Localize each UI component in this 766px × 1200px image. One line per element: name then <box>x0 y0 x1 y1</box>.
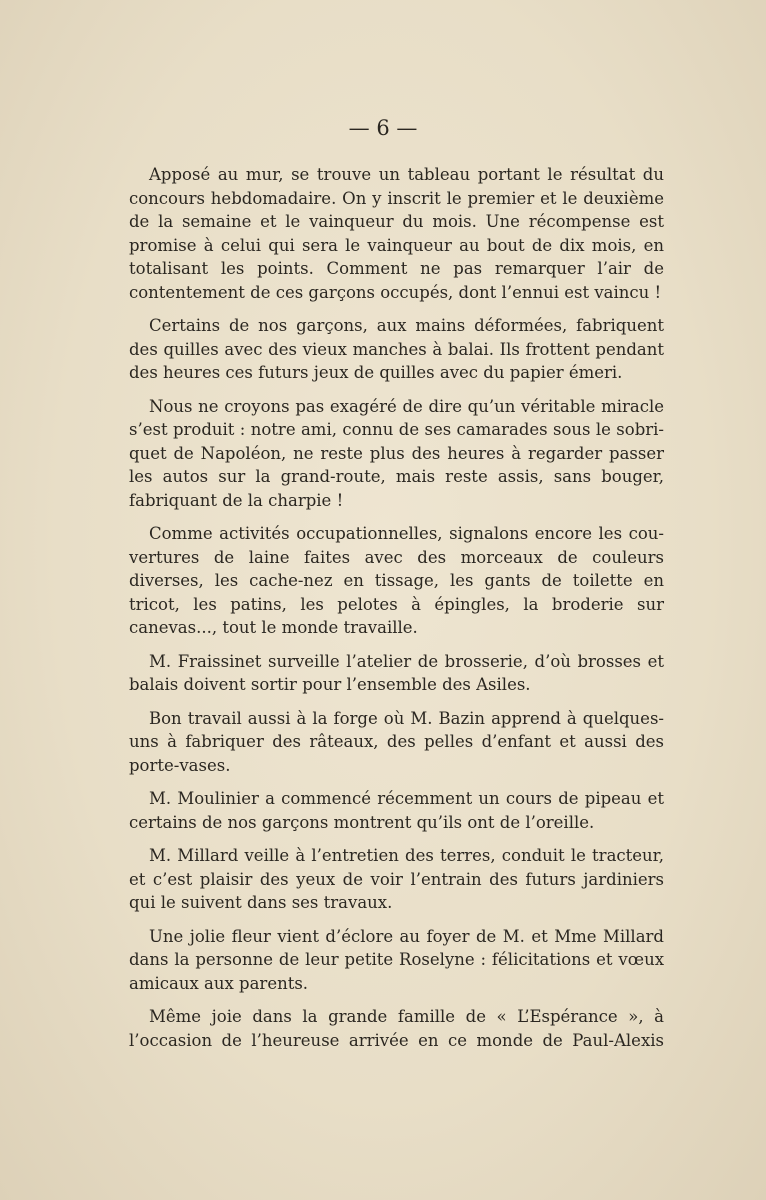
paragraph-esperance: Même joie dans la grande famille de « L’Espérance », à l’occasion de l’heureuse arrivée en ce monde de Paul-Alexis <box>129 1007 664 1050</box>
paragraph-quilles: Certains de nos garçons, aux mains déformées, fabriquent des quilles avec des vieux manches à balai. Ils frottent pendant des heures ces futurs jeux de quilles avec du papier émeri. <box>129 316 664 382</box>
paragraph-terres: M. Millard veille à l’entretien des terres, conduit le tracteur, et c’est plaisir des yeux de voir l’entrain des futurs jardiniers qui le suivent dans ses travaux. <box>129 846 664 912</box>
body-text <box>129 163 664 1062</box>
paragraph-brosserie: M. Fraissinet surveille l’atelier de brosserie, d’où brosses et balais doivent sortir pour l’ensemble des Asiles. <box>129 651 664 694</box>
paragraph-napoleon: Nous ne croyons pas exagéré de dire qu’un véritable miracle s’est produit : notre ami, connu de ses camarades sous le sobriquet de Napoléon, ne reste plus des heures à regarder passer les autos sur la grand-route, mais reste assis, sans bouger, fabriquant de la charpie ! <box>129 396 664 510</box>
paragraph-tableau: Apposé au mur, se trouve un tableau portant le résultat du concours hebdomadaire. On y inscrit le premier et le deuxième de la semaine et le vainqueur du mois. Une récompense est promise à celui qui sera le vainqueur au bout de dix mois, en totalisant les points. Comment ne pas remarquer l’air de contentement de ces garçons occupés, dont l’ennui est vaincu ! <box>129 165 664 302</box>
paragraph-forge: Bon travail aussi à la forge où M. Bazin apprend à quelques-uns à fabriquer des râteaux, des pelles d’enfant et aussi des porte-vases. <box>129 708 664 775</box>
page-number: — 6 — <box>348 116 418 140</box>
paragraph-roselyne: Une jolie fleur vient d’éclore au foyer de M. et Mme Millard dans la personne de leur petite Roselyne : félicitations et vœux amicaux aux parents. <box>129 926 664 993</box>
paragraph-activites: Comme activités occupationnelles, signalons encore les couvertures de laine faites avec des morceaux de couleurs diverses, les cache-nez en tissage, les gants de toilette en tricot, les patins, les pelotes à épingles, la broderie sur canevas..., tout le monde travaille. <box>129 524 664 637</box>
paragraph-pipeau: M. Moulinier a commencé récemment un cours de pipeau et certains de nos garçons montrent qu’ils ont de l’oreille. <box>129 789 664 832</box>
